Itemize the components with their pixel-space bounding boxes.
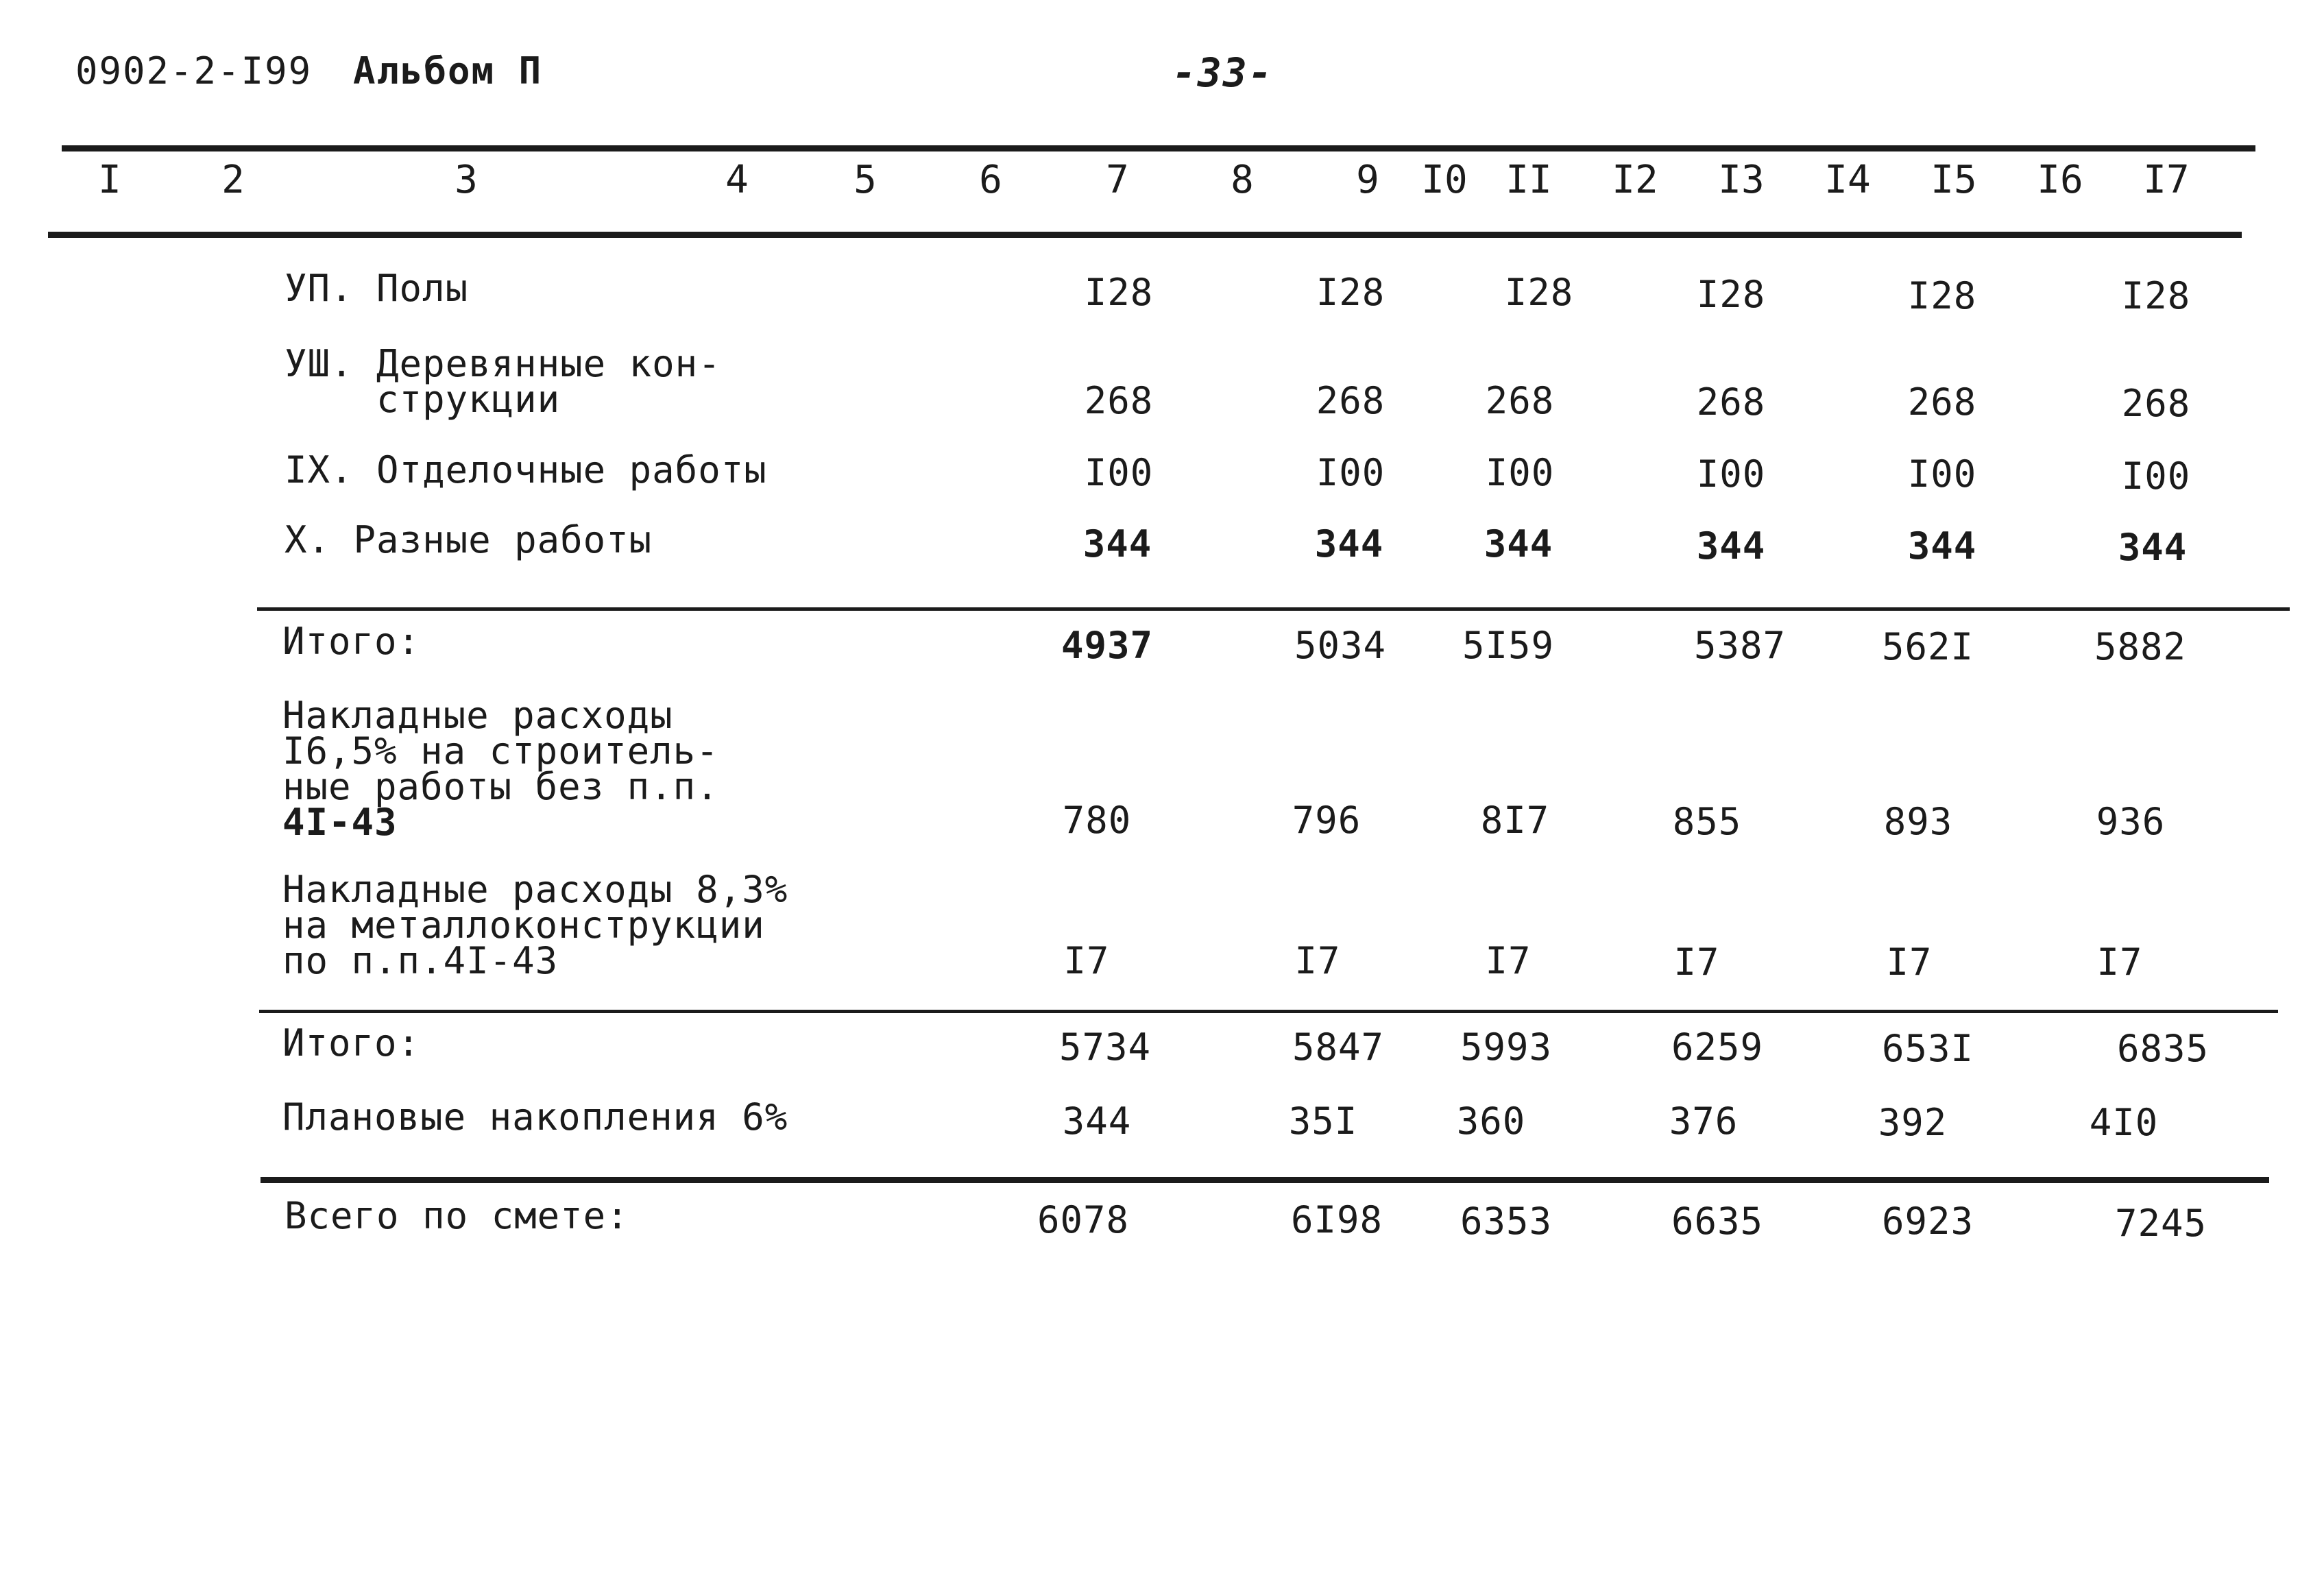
cell-r9-c15: 392 xyxy=(1878,1101,1948,1144)
cell-r8-c15: 653I xyxy=(1881,1027,1974,1070)
column-header-16: I6 xyxy=(2037,158,2083,202)
column-header-4: 4 xyxy=(725,158,749,202)
cell-r10-c7: 6078 xyxy=(1037,1198,1130,1241)
row-label-line: на металлоконструкции xyxy=(282,903,765,947)
cell-r4-c15: 344 xyxy=(1907,524,1977,568)
cell-r7-c7: I7 xyxy=(1063,939,1110,982)
cell-r2-c17: 268 xyxy=(2121,382,2191,425)
cell-r2-c7: 268 xyxy=(1084,379,1154,422)
cell-r9-c7: 344 xyxy=(1062,1100,1132,1143)
column-header-6: 6 xyxy=(979,158,1002,202)
cell-r5-c15: 562I xyxy=(1881,625,1974,668)
row-label-overhead-construction xyxy=(282,694,719,844)
row-label-line: Накладные расходы 8,3% xyxy=(282,868,788,911)
column-header-3: 3 xyxy=(455,158,478,202)
section-rule-3 xyxy=(261,1177,2269,1183)
cell-r3-c13: I00 xyxy=(1696,452,1766,496)
cell-r8-c11: 5993 xyxy=(1460,1025,1553,1069)
cell-r1-c11: I28 xyxy=(1504,271,1574,314)
column-header-9: 9 xyxy=(1356,158,1379,202)
cell-r3-c11: I00 xyxy=(1485,451,1555,494)
row-label-line: I6,5% на строитель- xyxy=(282,729,719,773)
cell-r6-c17: 936 xyxy=(2096,800,2166,843)
cell-r1-c7: I28 xyxy=(1084,271,1154,314)
column-header-17: I7 xyxy=(2143,158,2190,202)
column-header-1: I xyxy=(98,158,121,202)
cell-r4-c17: 344 xyxy=(2118,526,2188,569)
document-code: 0902-2-I99 xyxy=(75,49,313,93)
column-header-15: I5 xyxy=(1930,158,1977,202)
row-label-planned-accumulation: Плановые накопления 6% xyxy=(282,1095,788,1139)
column-header-12: I2 xyxy=(1612,158,1658,202)
column-header-7: 7 xyxy=(1106,158,1129,202)
cell-r4-c9: 344 xyxy=(1314,522,1384,566)
row-label-line: струкции xyxy=(285,378,561,421)
cell-r10-c13: 6635 xyxy=(1671,1200,1764,1243)
cell-r7-c11: I7 xyxy=(1485,939,1532,982)
cell-r3-c7: I00 xyxy=(1084,451,1154,494)
column-header-2: 2 xyxy=(221,158,245,202)
cell-r4-c13: 344 xyxy=(1696,524,1766,568)
row-label-line: ные работы без п.п. xyxy=(282,765,719,808)
cell-r1-c9: I28 xyxy=(1316,271,1385,314)
cell-r7-c15: I7 xyxy=(1886,940,1933,984)
cell-r3-c15: I00 xyxy=(1907,452,1977,496)
cell-r5-c17: 5882 xyxy=(2094,625,2187,668)
cell-r2-c15: 268 xyxy=(1907,380,1977,424)
cell-r4-c7: 344 xyxy=(1082,522,1152,566)
cell-r10-c17: 7245 xyxy=(2114,1202,2207,1245)
row-label-subtotal-2: Итого: xyxy=(282,1021,421,1065)
column-header-8: 8 xyxy=(1231,158,1254,202)
row-label-finishing-works: IX. Отделочные работы xyxy=(285,448,767,491)
row-label-line: по п.п.4I-43 xyxy=(282,939,559,982)
cell-r6-c9: 796 xyxy=(1292,799,1361,842)
column-header-5: 5 xyxy=(854,158,877,202)
cell-r2-c11: 268 xyxy=(1485,379,1555,422)
cell-r3-c9: I00 xyxy=(1316,451,1385,494)
cell-r2-c13: 268 xyxy=(1696,380,1766,424)
cell-r3-c17: I00 xyxy=(2121,454,2191,498)
cell-r5-c13: 5387 xyxy=(1693,624,1787,667)
table-top-rule xyxy=(62,145,2255,151)
cell-r5-c9: 5034 xyxy=(1294,624,1387,667)
row-label-floors: УП. Полы xyxy=(285,267,469,310)
row-label-line: УШ. Деревянные кон- xyxy=(285,342,721,385)
cell-r10-c9: 6I98 xyxy=(1290,1198,1383,1241)
cell-r6-c11: 8I7 xyxy=(1480,799,1550,842)
cell-r1-c17: I28 xyxy=(2121,274,2191,317)
cell-r10-c11: 6353 xyxy=(1460,1200,1553,1243)
album-label: Альбом П xyxy=(353,49,543,93)
column-header-13: I3 xyxy=(1718,158,1765,202)
cell-r5-c11: 5I59 xyxy=(1462,624,1555,667)
section-rule-1 xyxy=(257,607,2290,611)
row-label-line: Накладные расходы xyxy=(282,694,673,737)
cell-r8-c13: 6259 xyxy=(1671,1025,1764,1069)
cell-r9-c13: 376 xyxy=(1669,1100,1739,1143)
row-label-grand-total: Всего по смете: xyxy=(285,1194,629,1237)
cell-r6-c13: 855 xyxy=(1672,800,1742,843)
cell-r6-c15: 893 xyxy=(1883,800,1953,843)
section-rule-2 xyxy=(259,1010,2278,1013)
column-header-14: I4 xyxy=(1824,158,1871,202)
row-label-subtotal-1: Итого: xyxy=(282,620,421,663)
cell-r6-c7: 780 xyxy=(1062,799,1132,842)
cell-r1-c15: I28 xyxy=(1907,274,1977,317)
cell-r7-c17: I7 xyxy=(2096,940,2143,984)
cell-r7-c9: I7 xyxy=(1294,939,1341,982)
cell-r8-c7: 5734 xyxy=(1058,1025,1152,1069)
row-label-misc-works: X. Разные работы xyxy=(285,518,653,561)
row-label-wooden-structures xyxy=(285,342,721,421)
cell-r7-c13: I7 xyxy=(1673,940,1720,984)
cell-r9-c11: 360 xyxy=(1456,1100,1526,1143)
cell-r8-c17: 6835 xyxy=(2116,1027,2210,1070)
column-header-10: I0 xyxy=(1421,158,1468,202)
row-label-overhead-metal xyxy=(282,868,788,982)
cell-r9-c17: 4I0 xyxy=(2089,1101,2159,1144)
cell-r10-c15: 6923 xyxy=(1881,1200,1974,1243)
header-bottom-rule xyxy=(48,232,2242,238)
cell-r1-c13: I28 xyxy=(1696,273,1766,316)
cell-r4-c11: 344 xyxy=(1484,522,1553,566)
cell-r2-c9: 268 xyxy=(1316,379,1385,422)
cell-r9-c9: 35I xyxy=(1288,1100,1358,1143)
column-header-11: II xyxy=(1505,158,1552,202)
cell-r5-c7: 4937 xyxy=(1061,624,1154,667)
page-number: -33- xyxy=(1172,49,1274,96)
cell-r8-c9: 5847 xyxy=(1292,1025,1385,1069)
row-label-line: 4I-43 xyxy=(282,801,398,844)
